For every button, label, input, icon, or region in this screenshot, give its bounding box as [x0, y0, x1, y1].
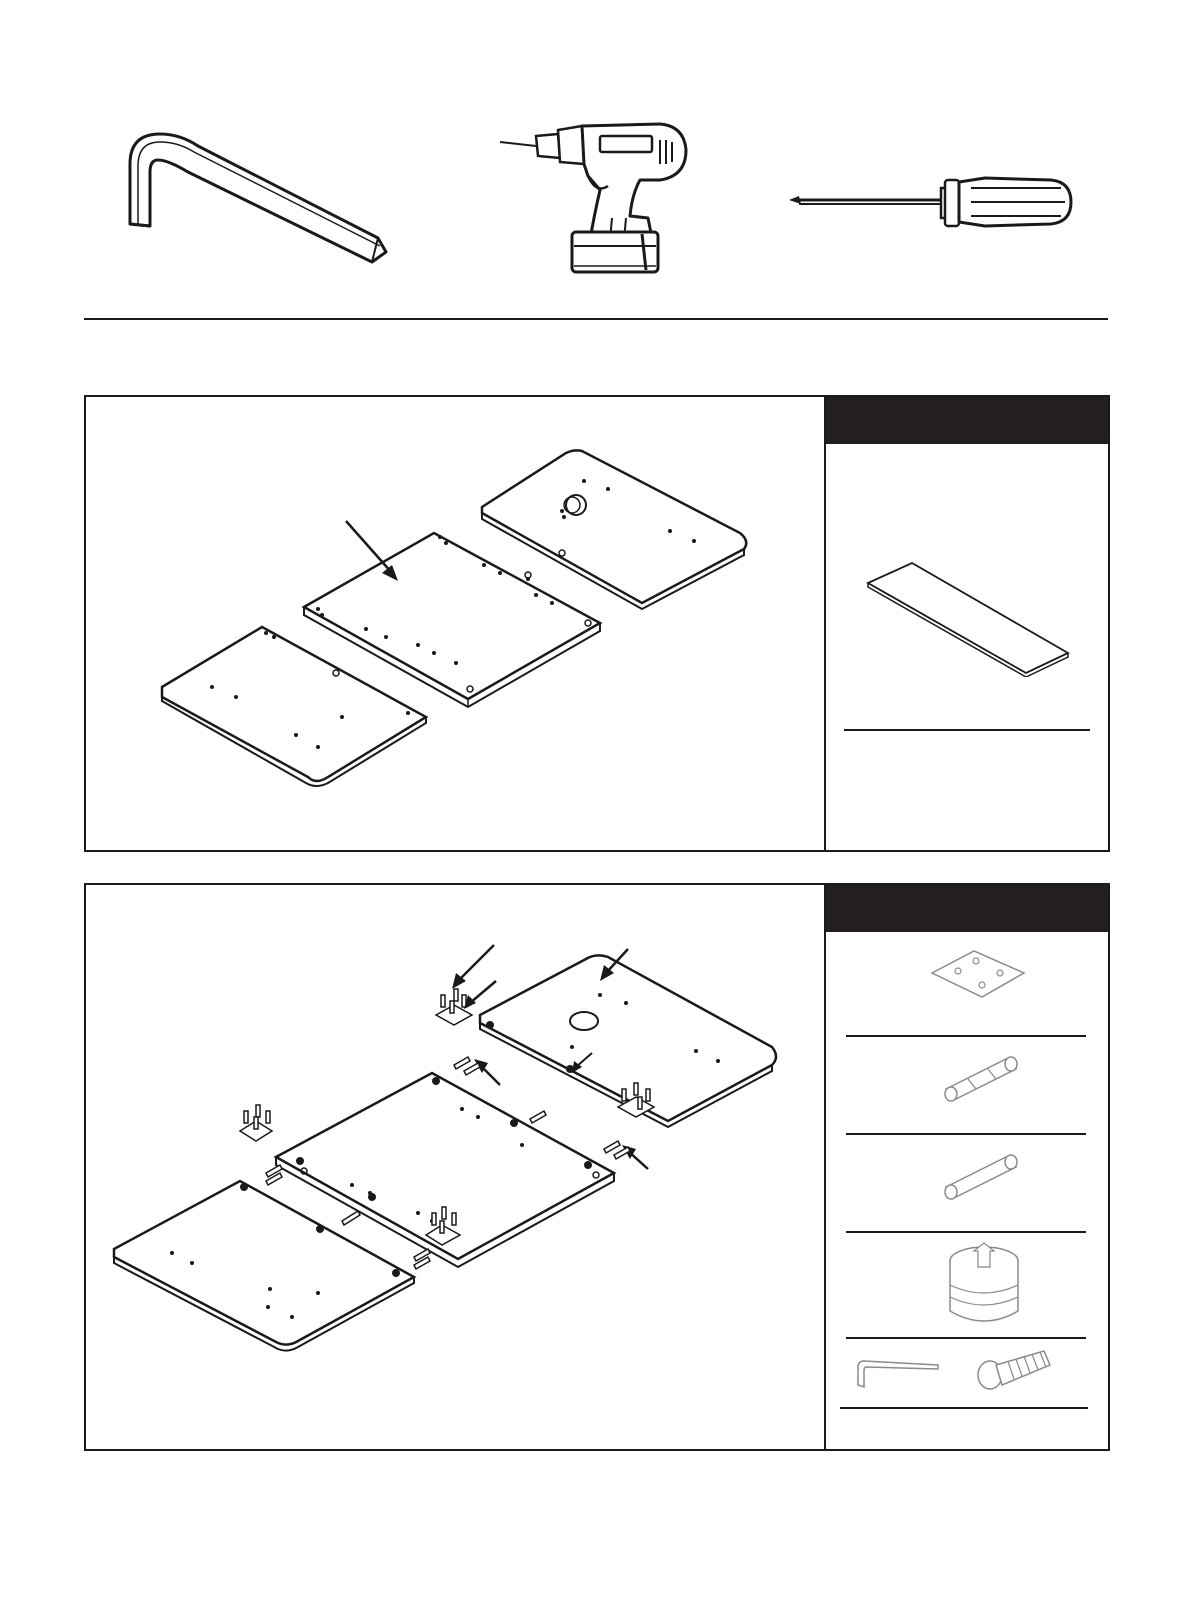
mounting-plate-icon	[928, 947, 1028, 1003]
phillips-screwdriver-icon	[785, 170, 1085, 240]
hex-key-icon	[110, 120, 400, 270]
step-2-parts-column	[824, 885, 1108, 1449]
section-divider	[84, 318, 1108, 320]
tools-row	[0, 0, 1192, 300]
machine-screw-icon	[974, 1345, 1054, 1395]
step-2-assembly-diagram	[86, 885, 826, 1449]
step-1-parts-column	[824, 397, 1108, 850]
shelf-strip-icon	[862, 557, 1072, 677]
step-1-assembly-diagram	[86, 397, 826, 850]
parts-header	[826, 885, 1108, 932]
part-divider	[840, 1407, 1088, 1409]
allen-key-icon	[852, 1355, 942, 1391]
part-divider	[846, 1035, 1086, 1037]
step-2-panel	[84, 883, 1110, 1451]
part-divider	[844, 729, 1090, 731]
wooden-dowel-icon	[936, 1147, 1026, 1207]
parts-header	[826, 397, 1108, 444]
power-drill-icon	[500, 120, 700, 280]
step-1-panel	[84, 395, 1110, 852]
part-divider	[846, 1231, 1086, 1233]
part-divider	[846, 1133, 1086, 1135]
part-divider	[846, 1337, 1086, 1339]
connector-bolt-icon	[936, 1049, 1026, 1109]
cam-lock-icon	[944, 1241, 1024, 1331]
